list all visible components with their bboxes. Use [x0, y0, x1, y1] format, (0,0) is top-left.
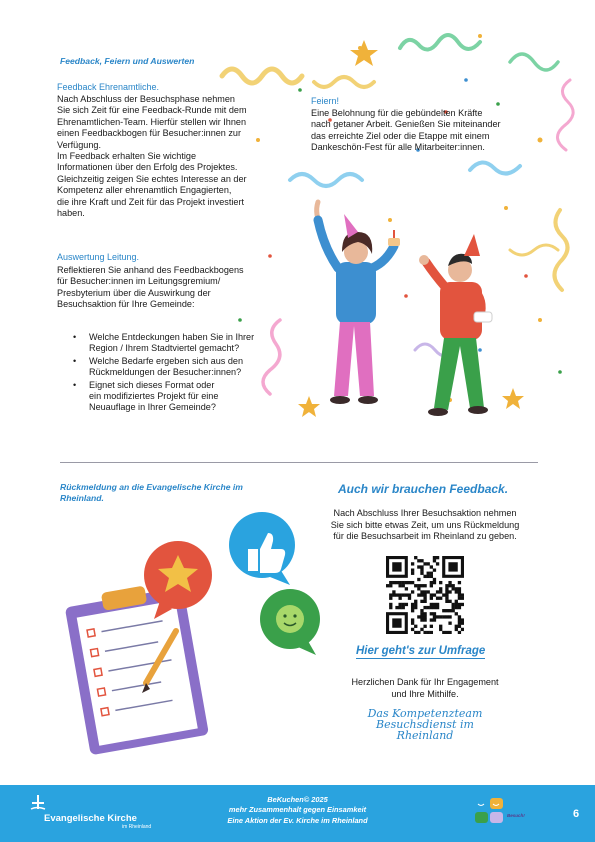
smiley-speech-bubble-icon — [260, 589, 320, 655]
leitung-text: Reflektieren Sie anhand des Feedbackbogens für Besucher:innen im Leitungsgremium/ Presbyterium über die Auswirkung der Besuchsaktion für Ihre Gemeinde: — [57, 265, 244, 310]
list-item: • Welche Entdeckungen haben Sie in Ihrer Region / Ihrem Stadtviertel gemacht? — [73, 332, 293, 355]
feedback-request-heading: Auch wir brauchen Feedback. — [338, 482, 509, 496]
church-logo[interactable] — [30, 795, 160, 835]
feedback-illustration — [60, 505, 340, 755]
question-list — [73, 332, 293, 415]
person-illustration-2 — [419, 234, 492, 416]
section-divider — [60, 462, 538, 463]
section2-title: Rückmeldung an die Evangelische Kirche im Rheinland. — [60, 482, 243, 503]
thanks-text: Herzlichen Dank für Ihr Engagement und Ihre Mithilfe. — [351, 677, 499, 699]
feiern-text: Eine Belohnung für die gebündelten Kräfte nach getaner Arbeit. Genießen Sie miteinander das erreichte Ziel oder die Etappe mit einem Dankeschön-Fest für alle Mitarbeiter:innen. — [311, 108, 501, 153]
person-illustration-1 — [317, 202, 400, 404]
page-number: 6 — [573, 808, 580, 820]
feedback-text: Nach Abschluss der Besuchsphase nehmen Sie sich Zeit für eine Feedback-Runde mit dem Ehrenamtlichen-Team. Hierfür stellen wir Ihnen einen Feedbackbogen für Besucher:innen zur Verfügung. Im Feedback erhalten Sie wichtige Informationen über den Erfolg des Projektes. Gleichzeitig zeigen Sie echtes Interesse an der Kompetenz aller ehrenamtlich Engagierten, die ihre Kraft und Zeit für das Projekt investiert haben. — [57, 94, 247, 219]
besuch-badge-label: Besuch! — [507, 813, 525, 818]
feedback-request-text: Nach Abschluss Ihrer Besuchsaktion nehmen Sie sich bitte etwas Zeit, um uns Rückmeldung für die Besuchsarbeit im Rheinland zu geben. — [330, 508, 520, 542]
besuch-badge-icon — [474, 796, 504, 830]
list-item: • Welche Bedarfe ergeben sich aus den Rückmeldungen der Besucher:innen? — [73, 356, 293, 379]
section-title: Feedback, Feiern und Auswerten — [60, 56, 195, 66]
brand-subtitle: im Rheinland — [122, 824, 152, 830]
signature: Das Kompetenzteam Besuchsdienst im Rheinland — [367, 707, 483, 742]
list-item: • Eignet sich dieses Format oder ein modifiziertes Projekt für eine Neuauflage in Ihrer Gemeinde? — [73, 380, 293, 414]
thumbs-up-speech-bubble-icon — [229, 512, 295, 585]
survey-link[interactable]: Hier geht's zur Umfrage — [356, 645, 486, 657]
feiern-heading: Feiern! — [311, 96, 340, 106]
qr-code[interactable] — [386, 556, 464, 634]
footer-text: BeKuchen© 2025 mehr Zusammenhalt gegen Einsamkeit Eine Aktion der Ev. Kirche im Rheinland — [227, 795, 368, 825]
leitung-heading: Auswertung Leitung. — [57, 252, 140, 262]
brand-name: Evangelische Kirche — [44, 813, 137, 824]
feedback-heading: Feedback Ehrenamtliche. — [57, 82, 160, 92]
